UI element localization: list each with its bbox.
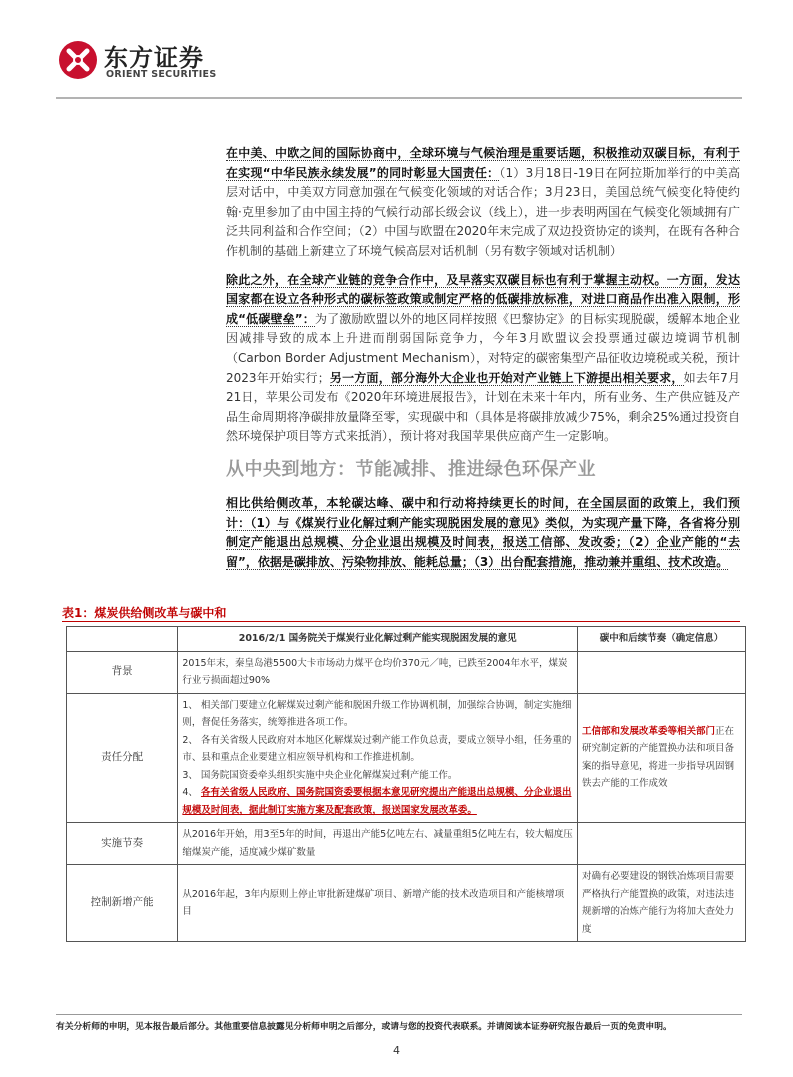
paragraph-policy-forecast — [226, 494, 740, 572]
table-header-empty — [67, 627, 178, 652]
row-label-schedule: 实施节奏 — [67, 823, 178, 865]
responsibility-item-4-prefix: 4、 — [182, 787, 201, 798]
paragraph-global-supply-chain — [226, 271, 740, 447]
responsibility-item-4-text: 各有关省级人民政府、国务院国资委要根据本意见研究提出产能退出总规模、分企业退出规模及时间表，据此制订实施方案及配套政策，报送国家发展改革委。 — [182, 787, 572, 816]
table-header-carbon: 碳中和后续节奏（确定信息） — [577, 627, 745, 652]
para2-bold-1: 除此之外，在全球产业链的竞争合作中，及早落实双碳目标也有利于掌握主动权。一方面，发达国家都在设立各种形式的碳标签政策或制定严格的低碳排放标准，对进口商品作出准入限制，形成“低碳壁垒”： — [226, 272, 740, 326]
coal-reform-table — [66, 626, 746, 942]
responsibility-carbon-highlight: 工信部和发展改革委等相关部门 — [581, 725, 715, 737]
row-schedule-carbon — [577, 823, 745, 865]
row-label-new-capacity: 控制新增产能 — [67, 865, 178, 942]
page-number: 4 — [393, 1044, 400, 1057]
para1-text: （1）3月18日-19日在阿拉斯加举行的中美高层对话中，中美双方同意加强在气候变化领域的对话合作；3月23日，美国总统气候变化特使约翰·克里参加了由中国主持的气候行动部长级会议（线上），进一步表明两国在气候变化领域拥有广泛共同利益和合作空间；（2）中国与欧盟在2020年末完成了双边投资协定的谈判，在既有各种合作机制的基础上新建立了环境气候高层对话机制（另有数字领域对话机制） — [226, 165, 740, 258]
row-background-carbon — [577, 651, 745, 693]
responsibility-item-2: 2、 各有关省级人民政府对本地区化解煤炭过剩产能工作负总责，要成立领导小组，任务重的市、县和重点企业要建立相应领导机构和工作推进机制。 — [182, 734, 572, 763]
section-title: 从中央到地方：节能减排、推进绿色环保产业 — [226, 458, 596, 480]
row-label-background: 背景 — [67, 651, 178, 693]
table-caption-divider — [62, 621, 740, 622]
para2-text-2: 如去年7月21日，苹果公司发布《2020年环境进展报告》，计划在未来十年内，所有业务、生产供应链及产品生命周期将净碳排放量降至零，实现碳中和（具体是将碳排放减少75%，剩余25%通过投资自然环境保护项目等方式来抵消），预计将对我国苹果供应商产生一定影响。 — [226, 370, 740, 444]
table-header-row — [67, 627, 746, 652]
report-header — [0, 0, 793, 100]
row-responsibility-carbon — [577, 693, 745, 823]
responsibility-item-1: 1、 相关部门要建立化解煤炭过剩产能和脱困升级工作协调机制，加强综合协调，制定实施细则，督促任务落实，统筹推进各项工作。 — [182, 699, 572, 728]
footer-divider — [56, 1014, 742, 1015]
para3-bold: 相比供给侧改革，本轮碳达峰、碳中和行动将持续更长的时间，在全国层面的政策上，我们预计：（1）与《煤炭行业化解过剩产能实现脱困发展的意见》类似，为实现产量下降，各省将分别制定产能退出总规模、分企业退出规模及时间表，报送工信部、发改委；（2）企业产能的“去留”，依据是碳排放、污染物排放、能耗总量；（3）出台配套措施，推动兼并重组、技术改造。 — [226, 495, 740, 569]
row-background-policy: 2015年末，秦皇岛港5500大卡市场动力煤平仓均价370元／吨，已跌至2004年水平，煤炭行业亏损面超过90% — [178, 651, 578, 693]
row-label-responsibility: 责任分配 — [67, 693, 178, 823]
para2-text-1: 为了激励欧盟以外的地区同样按照《巴黎协定》的目标实现脱碳，缓解本地企业因减排导致的成本上升进而削弱国际竞争力，今年3月欧盟议会投票通过碳边境调节机制（Carbon Border Adjustment Mechanism），对特定的碳密集型产品征收边境税或关税，预计2023年开始实行； — [226, 311, 740, 385]
logo-english-name: ORIENT SECURITIES — [106, 69, 217, 80]
table-row-schedule — [67, 823, 746, 865]
header-divider — [56, 97, 742, 99]
row-schedule-policy: 从2016年开始，用3至5年的时间，再退出产能5亿吨左右、减量重组5亿吨左右，较大幅度压缩煤炭产能，适度减少煤矿数量 — [178, 823, 578, 865]
row-responsibility-policy — [178, 693, 578, 823]
para1-bold: 在中美、中欧之间的国际协商中，全球环境与气候治理是重要话题，积极推动双碳目标，有利于在实现“中华民族永续发展”的同时彰显大国责任： — [226, 146, 740, 180]
responsibility-item-3: 3、 国务院国资委牵头组织实施中央企业化解煤炭过剩产能工作。 — [182, 769, 458, 781]
row-new-capacity-carbon: 对确有必要建设的钢铁冶炼项目需要严格执行产能置换的政策，对违法违规新增的冶炼产能行为将加大查处力度 — [577, 865, 745, 942]
footer-disclaimer: 有关分析师的申明，见本报告最后部分。其他重要信息披露见分析师申明之后部分，或请与您的投资代表联系。并请阅读本证券研究报告最后一页的免责申明。 — [56, 1022, 672, 1032]
table-row-responsibility — [67, 693, 746, 823]
paragraph-international-cooperation — [226, 144, 740, 262]
table-row-new-capacity — [67, 865, 746, 942]
orient-securities-logo-icon — [58, 40, 98, 80]
responsibility-item-4 — [182, 784, 573, 819]
row-new-capacity-policy: 从2016年起，3年内原则上停止审批新建煤矿项目、新增产能的技术改造项目和产能核增项目 — [178, 865, 578, 942]
table-row-background — [67, 651, 746, 693]
para2-bold-2: 另一方面，部分海外大企业也开始对产业链上下游提出相关要求， — [329, 370, 684, 385]
logo-chinese-name: 东方证券 — [104, 44, 204, 72]
table-caption: 表1：煤炭供给侧改革与碳中和 — [62, 606, 227, 620]
responsibility-carbon-text: 正在研究制定新的产能置换办法和项目备案的指导意见，将进一步指导巩固钢铁去产能的工作成效 — [581, 725, 734, 790]
report-body — [226, 144, 740, 581]
table-header-policy: 2016/2/1 国务院关于煤炭行业化解过剩产能实现脱困发展的意见 — [178, 627, 578, 652]
